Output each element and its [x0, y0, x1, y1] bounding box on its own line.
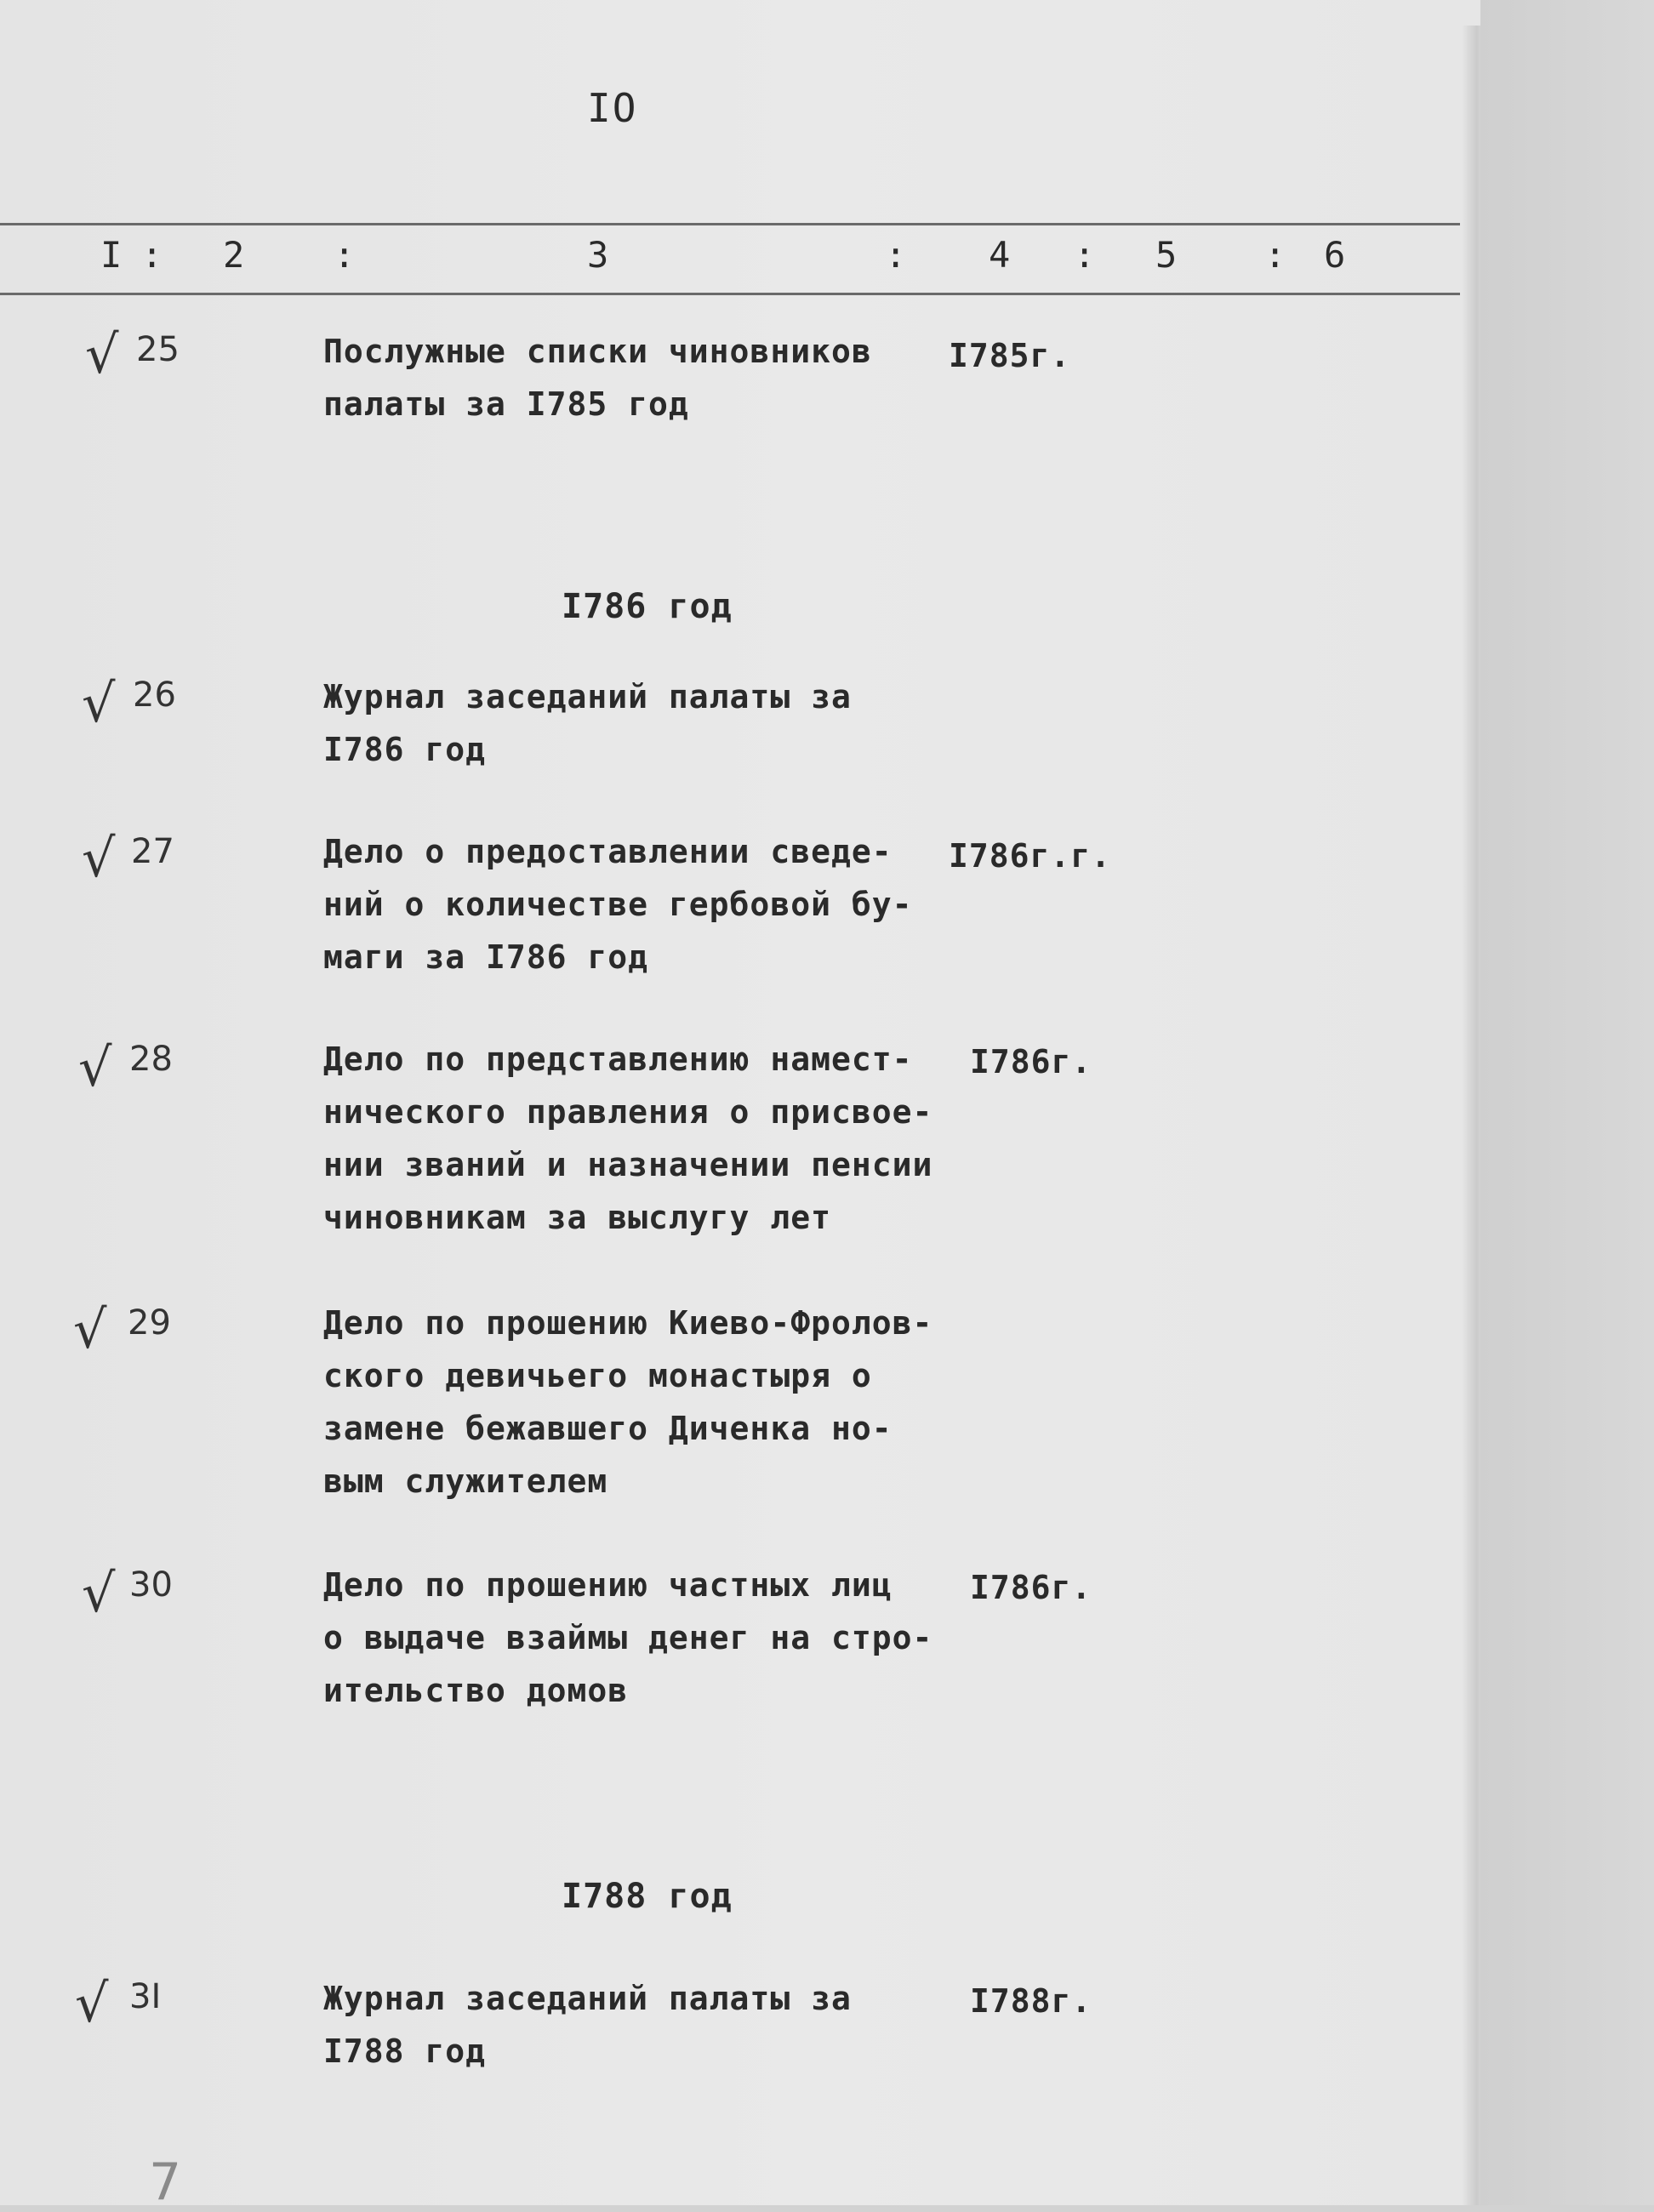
column-header-sep-2: :	[334, 234, 356, 276]
column-header-sep-5: :	[1264, 234, 1286, 276]
check-mark-icon: √	[85, 323, 119, 385]
column-header-sep-4: :	[1074, 234, 1096, 276]
entry-title: Журнал заседаний палаты за I786 год	[323, 678, 852, 768]
table-header-rule-bottom	[0, 293, 1460, 295]
entry-title: Журнал заседаний палаты за I788 год	[323, 1980, 852, 2070]
check-mark-icon: √	[78, 1036, 112, 1098]
margin-pencil-mark: 7	[149, 2152, 182, 2212]
entry-number: 25	[136, 330, 180, 369]
entry-date: I786г.	[970, 1569, 1092, 1606]
entry-number: 29	[128, 1303, 171, 1343]
page-number: IO	[587, 85, 638, 131]
entry-date: I786г.	[970, 1043, 1092, 1080]
column-header-6: 6	[1324, 234, 1346, 276]
year-heading: I788 год	[562, 1877, 733, 1916]
column-header-3: 3	[587, 234, 609, 276]
check-mark-icon: √	[82, 672, 116, 734]
year-heading: I786 год	[562, 587, 733, 626]
check-mark-icon: √	[82, 1562, 116, 1624]
entry-number: 27	[131, 832, 174, 871]
entry-date: I786г.г.	[949, 837, 1112, 875]
column-header-5: 5	[1155, 234, 1178, 276]
check-mark-icon: √	[75, 1972, 109, 2034]
entry-number: 26	[133, 676, 176, 715]
column-header-4: 4	[989, 234, 1011, 276]
entry-title: Дело о предоставлении сведе- ний о количестве гербовой бу- маги за I786 год	[323, 833, 913, 976]
underlying-sheet	[1480, 0, 1654, 2205]
entry-number: 30	[129, 1565, 173, 1605]
entry-title: Послужные списки чиновников палаты за I785 год	[323, 333, 872, 423]
column-header-sep-1: :	[141, 234, 163, 276]
check-mark-icon: √	[82, 827, 116, 889]
check-mark-icon: √	[73, 1298, 107, 1360]
entry-title: Дело по прошению Киево-Фролов- ского девичьего монастыря о замене бежавшего Диченка но- вым служителем	[323, 1304, 933, 1500]
column-header-sep-3: :	[885, 234, 907, 276]
entry-title: Дело по прошению частных лиц о выдаче взаймы денег на стро- ительство домов	[323, 1566, 933, 1709]
column-header-2: 2	[223, 234, 245, 276]
entry-number: 28	[129, 1040, 173, 1079]
column-header-1: I	[100, 234, 123, 276]
entry-number: 3I	[129, 1977, 162, 2016]
table-header-rule-top	[0, 223, 1460, 225]
entry-title: Дело по представлению намест- нического правления о присвое- нии званий и назначении пенсии чиновникам за выслугу лет	[323, 1040, 933, 1236]
entry-date: I788г.	[970, 1982, 1092, 2020]
entry-date: I785г.	[949, 337, 1071, 374]
